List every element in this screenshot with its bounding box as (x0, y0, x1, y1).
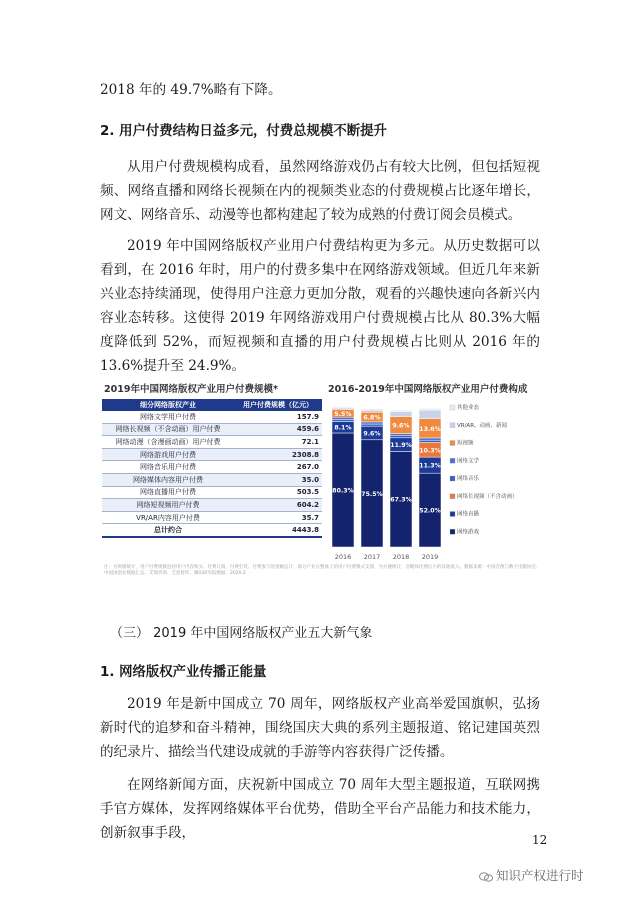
table-cell-label: 网络游戏用户付费 (102, 448, 234, 461)
legend-label: 网络直播 (457, 511, 480, 518)
bar-data-label: 10.3% (419, 447, 441, 455)
legend-label: 网络文学 (457, 458, 480, 465)
table-cell-value: 267.0 (234, 461, 322, 474)
table-cell-value: 459.6 (234, 423, 322, 436)
legend-swatch (450, 423, 455, 428)
bar-data-label: 11.3% (419, 462, 441, 470)
table-cell-label: 网络长视频（不含动画）用户付费 (102, 423, 234, 436)
legend-swatch (450, 494, 455, 499)
bar-data-label: 80.3% (332, 487, 354, 495)
stacked-bar-chart (326, 397, 540, 563)
legend-label: 其他业态 (457, 405, 480, 411)
bar-segment-2016-3 (332, 419, 354, 421)
bar-data-label: 9.6% (392, 422, 410, 430)
table-row (102, 436, 322, 449)
bar-segment-2018-3 (390, 436, 412, 438)
paragraph-payment-composition: 从用户付费规模构成看，虽然网络游戏仍占有较大比例，但包括短视频、网络直播和网络长视频在内的视频类业态的付费规模占比逐年增长，网文、网络音乐、动漫等也都构建起了较为成熟的付费订阅会员模式。 (100, 159, 540, 223)
bar-data-label: 5.5% (334, 410, 352, 418)
chart-source-note: 注：为规模统计，用户付费规模包括用户内容购买、付费订阅、付费打赏、付费参与的金额总计，部分产业在整体上的用户付费模式支撑，为方便统计，忽略体比例后小的其他收入。数据来源：中国音像与数字出版协会、中国国创业数据汇总、艾瑞咨询、艺恩智库、腾讯研究院数据，2020.2 (104, 565, 541, 576)
legend-label: 短视频 (457, 440, 474, 447)
table-cell-value: 4443.8 (234, 524, 322, 537)
bar-data-label: 8.1% (334, 424, 352, 432)
bar-segment-2019-4 (419, 438, 441, 440)
legend-swatch (450, 529, 455, 534)
table-header-industry: 细分网络版权产业 (102, 399, 234, 411)
table-cell-value: 72.1 (234, 436, 322, 449)
bar-segment-2017-4 (361, 422, 383, 424)
table-cell-value: 35.0 (234, 473, 322, 486)
legend-label: 网络音乐 (457, 476, 480, 482)
table-cell-label: 网络文学用户付费 (102, 411, 234, 423)
table-row (102, 411, 322, 423)
wechat-watermark (479, 866, 584, 884)
bar-segment-2019-6 (419, 410, 441, 419)
bar-data-label: 6.8% (363, 414, 381, 422)
figure-panel (96, 375, 544, 585)
table-cell-value: 35.7 (234, 511, 322, 524)
bar-data-label: 52.0% (419, 507, 441, 515)
legend-swatch (450, 512, 455, 517)
heading-positive-energy: 1. 网络版权产业传播正能量 (100, 665, 267, 680)
x-tick-label: 2018 (392, 553, 410, 561)
paragraph-network-news: 在网络新闻方面，庆祝新中国成立 70 周年大型主题报道，互联网携手官方媒体，发挥网络媒体平台优势，借助全平台产品能力和技术能力，创新叙事手段， (100, 777, 540, 841)
bar-segment-2019-3 (419, 440, 441, 442)
payment-scale-table (102, 399, 322, 538)
legend-swatch (450, 458, 455, 463)
legend-label: 网络游戏 (457, 529, 480, 536)
table-row (102, 473, 322, 486)
table-cell-label: 网络直播用户付费 (102, 486, 234, 499)
table-cell-value: 604.2 (234, 499, 322, 512)
paragraph-intro-tail: 2018 年的 49.7%略有下降。 (100, 82, 282, 98)
bar-segment-2019-7 (419, 408, 441, 410)
wechat-icon (479, 872, 493, 882)
bar-data-label: 75.5% (361, 490, 383, 498)
bar-chart-title: 2016-2019年中国网络版权产业用户付费构成 (328, 384, 528, 395)
table-row (102, 486, 322, 499)
bar-data-label: 9.6% (363, 430, 381, 438)
bar-segment-2018-6 (390, 412, 412, 417)
table-row (102, 511, 322, 524)
bar-segment-2017-3 (361, 424, 383, 426)
x-tick-label: 2016 (334, 553, 352, 561)
page-number: 12 (532, 833, 548, 847)
bar-segment-2016-7 (332, 407, 354, 408)
table-cell-label: 网络媒体内容用户付费 (102, 473, 234, 486)
legend-label: VR/AR、动画、新闻 (457, 422, 508, 429)
bar-data-label: 13.6% (419, 425, 441, 433)
table-cell-label: 网络音乐用户付费 (102, 461, 234, 474)
table-cell-value: 157.9 (234, 411, 322, 423)
bar-segment-2018-4 (390, 434, 412, 436)
table-title: 2019年中国网络版权产业用户付费规模* (104, 384, 278, 395)
bar-segment-2017-7 (361, 409, 383, 410)
bar-data-label: 11.9% (390, 442, 412, 450)
legend-swatch (450, 476, 455, 481)
table-row-total (102, 524, 322, 537)
legend-swatch (450, 441, 455, 446)
bar-data-label: 67.3% (390, 496, 412, 504)
table-row (102, 461, 322, 474)
table-cell-label: 总计约合 (102, 524, 234, 537)
table-cell-label: VR/AR内容用户付费 (102, 511, 234, 524)
x-tick-label: 2017 (363, 553, 381, 561)
table-header-scale: 用户付费规模（亿元） (234, 399, 322, 411)
table-cell-label: 网络动漫（含漫画动画）用户付费 (102, 436, 234, 449)
legend-swatch (450, 405, 455, 410)
heading-payment-structure: 2. 用户付费结构日益多元，付费总规模不断提升 (100, 124, 387, 139)
table-row (102, 448, 322, 461)
section-heading-five-trends: （三） 2019 年中国网络版权产业五大新气象 (110, 626, 373, 641)
bar-segment-2018-7 (390, 410, 412, 412)
table-cell-label: 网络短视频用户付费 (102, 499, 234, 512)
table-cell-value: 503.5 (234, 486, 322, 499)
bar-segment-2017-6 (361, 410, 383, 412)
legend-label: 网络长视频（不含动画） (457, 493, 518, 500)
x-tick-label: 2019 (421, 553, 439, 561)
table-cell-value: 2308.8 (234, 448, 322, 461)
paragraph-70th-anniversary: 2019 年是新中国成立 70 周年，网络版权产业高举爱国旗帜，弘扬新时代的追梦和奋斗精神，围绕国庆大典的系列主题报道、铭记建国英烈的纪录片、描绘当代建设成就的手游等内容获得广泛传播。 (100, 696, 540, 760)
paragraph-payment-diversity: 2019 年中国网络版权产业用户付费结构更为多元。从历史数据可以看到，在 2016 年时，用户的付费多集中在网络游戏领域。但近几年来新兴业态持续涌现，使得用户注意力更加分散，观看的兴趣快速向各新兴内容业态转移。这使得 2019 年网络游戏用户付费规模占比从 80.3%大幅度降低到 52%，而短视频和直播的用户付费规模占比则从 2016 年的 13.6%提升至 24.9%。 (100, 238, 540, 374)
table-row (102, 423, 322, 436)
watermark-text: 知识产权进行时 (496, 868, 584, 883)
table-row (102, 499, 322, 512)
